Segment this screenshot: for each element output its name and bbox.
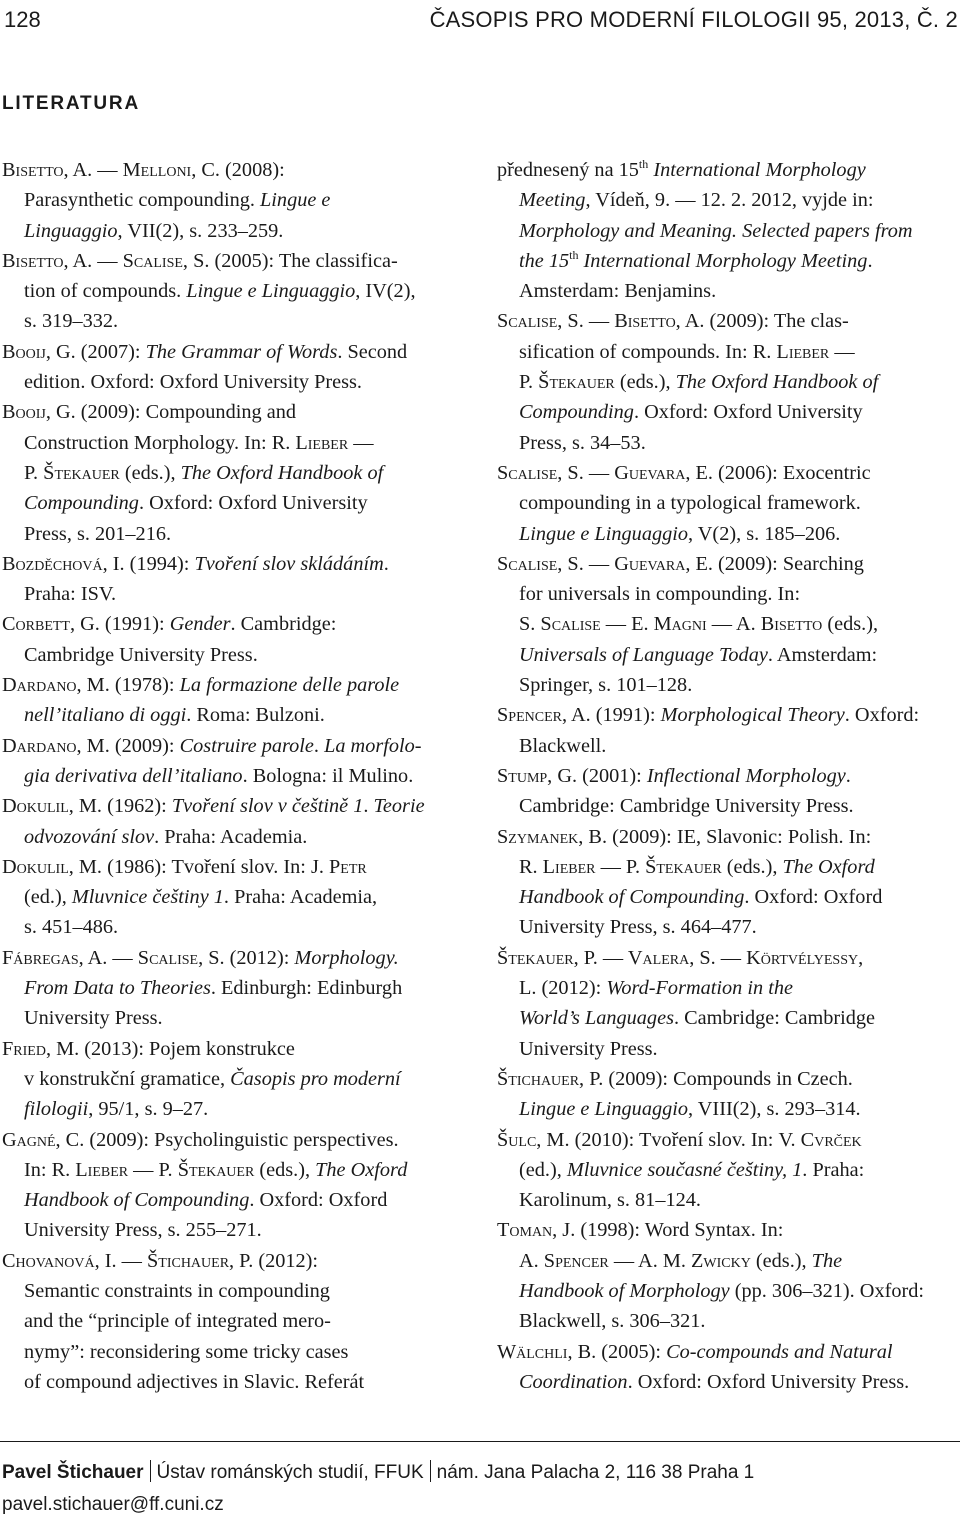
- reference-author: Fried, M.: [2, 1037, 80, 1060]
- reference-text: .: [313, 734, 325, 757]
- reference-entry: [497, 306, 959, 457]
- reference-entry: [2, 549, 474, 610]
- reference-text: . Cambridge: Cambridge University Press.: [24, 613, 337, 666]
- reference-author: Bozděchová, I.: [2, 552, 125, 575]
- reference-title: Teorie odvozování slov: [24, 795, 425, 848]
- reference-text: , VIII(2), s. 293–314.: [688, 1098, 861, 1121]
- reference-entry: [2, 1034, 474, 1125]
- page-number: 128: [4, 7, 41, 32]
- reference-title: La formazione delle parole nell’italiano di oggi: [24, 674, 400, 727]
- reference-text: (2005): The classifica- tion of compounds.: [24, 249, 398, 303]
- reference-text: (ed.),: [24, 886, 67, 909]
- reference-text: (ed.),: [519, 1158, 562, 1181]
- reference-text: . Oxford: Oxford University Press, s. 255–271.: [24, 1189, 388, 1242]
- reference-author: Fábregas, A. — Scalise, S.: [2, 946, 225, 969]
- reference-author: Spencer, A.: [497, 704, 591, 727]
- reference-text: (2009): Compounding and Construction Morphology. In:: [24, 401, 296, 454]
- reference-author: Scalise, S. — Guevara, E.: [497, 461, 713, 484]
- author-email: pavel.stichauer@ff.cuni.cz: [2, 1494, 224, 1515]
- reference-author: Wälchli, B.: [497, 1340, 597, 1363]
- reference-author: A. Spencer — A. M. Zwicky: [519, 1249, 751, 1272]
- reference-author: Šulc, M.: [497, 1128, 570, 1151]
- reference-entry: [2, 246, 474, 337]
- reference-text: (pp. 306–321). Oxford: Blackwell, s. 306–321.: [519, 1279, 925, 1333]
- reference-text: . Oxford: Oxford University Press, s. 34–53.: [519, 401, 863, 454]
- reference-entry: [497, 1337, 959, 1398]
- reference-author: Corbett, G.: [2, 613, 100, 636]
- journal-title: ČASOPIS PRO MODERNÍ FILOLOGII 95, 2013, Č. 2: [429, 7, 958, 32]
- author-name: Pavel Štichauer: [2, 1462, 144, 1483]
- reference-text: (2009):: [109, 734, 180, 757]
- reference-entry: [2, 670, 474, 731]
- section-heading: LITERATURA: [2, 93, 140, 114]
- reference-text: . Edinburgh: Edinburgh University Press.: [24, 977, 403, 1030]
- reference-title: Tvoření slov skládáním: [194, 552, 384, 575]
- reference-author: S. Scalise — E. Magni — A. Bisetto: [519, 613, 823, 636]
- reference-author: R. Lieber — P. Štekauer: [51, 1158, 255, 1181]
- reference-text: (2009): Psycholinguistic perspectives. In:: [24, 1128, 399, 1181]
- reference-title: Mluvnice češtiny 1: [71, 886, 224, 909]
- reference-title: Co-compounds and Natural Coordination: [519, 1340, 893, 1393]
- reference-text: (2009): The clas- sification of compounds. In:: [519, 310, 849, 363]
- reference-text: (eds.),: [254, 1158, 316, 1181]
- reference-text: (2005):: [596, 1340, 667, 1363]
- reference-text: (eds.),: [827, 613, 879, 636]
- reference-text: . Oxford: Oxford University Press, s. 201–216.: [24, 492, 368, 545]
- reference-title: La morfolo- gia derivativa dell’italiano: [24, 734, 422, 787]
- reference-text: (eds.),: [750, 1249, 812, 1272]
- reference-title: The Oxford Handbook of Compounding: [24, 1158, 408, 1212]
- reference-author: Scalise, S. — Bisetto, A.: [497, 310, 705, 333]
- reference-text: , Vídeň, 9. — 12. 2. 2012, vyjde in:: [585, 189, 874, 212]
- reference-text: .: [363, 795, 374, 818]
- reference-title: Inflectional Morphology: [646, 764, 846, 787]
- reference-text: , IV(2), s. 319–332.: [24, 280, 416, 333]
- reference-text: th: [569, 248, 579, 263]
- reference-author: Toman, J.: [497, 1219, 576, 1242]
- references-left-column: [2, 155, 474, 1397]
- reference-text: . Praha: Academia, s. 451–486.: [24, 886, 378, 939]
- author-affiliation: [2, 1457, 958, 1521]
- reference-entry: [2, 1125, 474, 1246]
- separator-bar: [150, 1460, 151, 1482]
- reference-text: . Praha: Karolinum, s. 81–124.: [519, 1158, 865, 1212]
- reference-text: , V(2), s. 185–206.: [688, 522, 841, 545]
- reference-entry: [497, 700, 959, 761]
- reference-text: (2006): Exocentric compounding in a typological framework.: [519, 461, 871, 515]
- reference-title: International Morphology Meeting: [578, 249, 868, 272]
- reference-entry: [2, 337, 474, 398]
- reference-author: V. Cvrček: [778, 1128, 862, 1151]
- reference-author: Štichauer, P.: [497, 1067, 604, 1090]
- reference-text: (2013): Pojem konstrukce v konstrukční gramatice,: [24, 1037, 295, 1090]
- reference-title: International Morphology Meeting: [519, 159, 866, 212]
- reference-text: přednesený na 15: [497, 159, 639, 181]
- reference-title: The Oxford Handbook of Compounding: [24, 461, 384, 515]
- reference-text: . Cambridge: Cambridge University Press.: [519, 1007, 876, 1060]
- reference-author: Chovanová, I. — Štichauer, P.: [2, 1249, 254, 1272]
- reference-entry: [2, 609, 474, 670]
- reference-text: (2012): Semantic constraints in compounding and the “principle of integrated mero- nymy”: reconsidering some tricky cases of compound adjectives in Slavic. Referát: [24, 1249, 365, 1393]
- reference-author: R. Lieber — P. Štekauer: [24, 431, 374, 484]
- reference-entry: [497, 1215, 959, 1336]
- reference-author: Dardano, M.: [2, 734, 110, 757]
- reference-author: Stump, G.: [497, 764, 578, 787]
- reference-text: (2001):: [577, 764, 647, 787]
- reference-text: th: [638, 157, 649, 172]
- reference-author: Dokulil, M.: [2, 795, 102, 818]
- reference-entry: [2, 731, 474, 792]
- reference-title: Gender: [169, 613, 231, 636]
- references-right-column: [497, 155, 959, 1397]
- reference-text: (2012):: [224, 946, 295, 969]
- reference-title: The Handbook of Morphology: [519, 1249, 843, 1302]
- reference-author: Scalise, S. — Guevara, E.: [497, 552, 713, 575]
- reference-title: Lingue e Linguaggio: [186, 280, 356, 303]
- reference-title: Lingue e Linguaggio: [519, 522, 689, 545]
- reference-author: Gagné, C.: [2, 1128, 85, 1151]
- reference-author: R. Lieber — P. Štekauer: [519, 855, 722, 878]
- reference-author: Szymanek, B.: [497, 825, 608, 848]
- reference-text: (2010): Tvoření slov. In:: [569, 1128, 779, 1151]
- reference-text: (2009): Compounds in Czech.: [608, 1067, 853, 1090]
- reference-entry: [2, 397, 474, 548]
- reference-text: , 95/1, s. 9–27.: [88, 1098, 209, 1121]
- reference-text: . Amsterdam: Springer, s. 101–128.: [519, 643, 878, 697]
- reference-entry: [497, 155, 959, 306]
- reference-text: (2008): Parasynthetic compounding.: [24, 159, 285, 212]
- reference-entry: [497, 549, 959, 700]
- reference-entry: [2, 852, 474, 943]
- institute-address: nám. Jana Palacha 2, 116 38 Praha 1: [436, 1462, 755, 1483]
- reference-entry: [497, 1064, 959, 1125]
- reference-title: Universals of Language Today: [519, 643, 768, 666]
- reference-author: Dokulil, M.: [2, 855, 102, 878]
- reference-text: . Bologna: il Mulino.: [242, 764, 414, 787]
- reference-entry: [2, 155, 474, 246]
- reference-author: Štekauer, P. — Valera, S. — Körtvélyessy, L.: [497, 946, 864, 1000]
- reference-title: Costruire parole: [179, 734, 314, 757]
- reference-entry: [2, 1246, 474, 1397]
- reference-text: . Amsterdam: Benjamins.: [519, 249, 873, 303]
- reference-title: Lingue e Linguaggio: [519, 1098, 689, 1121]
- reference-text: (1991):: [590, 704, 661, 727]
- reference-author: Bisetto, A. — Scalise, S.: [2, 249, 210, 272]
- reference-author: R. Lieber — P. Štekauer: [519, 340, 855, 394]
- reference-author: Dardano, M.: [2, 674, 110, 697]
- reference-entry: [497, 822, 959, 943]
- reference-title: Morphology and Meaning. Selected papers from the 15: [519, 219, 913, 272]
- reference-title: Word-Formation in the World’s Languages: [519, 977, 793, 1030]
- reference-title: Morphology. From Data to Theories: [24, 946, 399, 1000]
- reference-text: (2009): Searching for universals in compounding. In:: [519, 552, 864, 606]
- reference-text: . Praha: Academia.: [154, 825, 308, 848]
- reference-text: (eds.),: [119, 461, 181, 484]
- reference-title: The Oxford Handbook of Compounding: [519, 371, 879, 424]
- reference-text: (2009): IE, Slavonic: Polish. In:: [612, 825, 872, 848]
- reference-text: . Second edition. Oxford: Oxford University Press.: [24, 340, 408, 394]
- reference-title: Časopis pro moderní filologii: [24, 1067, 401, 1121]
- reference-text: . Oxford: Oxford University Press, s. 464–477.: [519, 886, 883, 939]
- reference-author: Booij, G.: [2, 401, 76, 424]
- reference-title: The Grammar of Words: [145, 340, 338, 363]
- reference-text: (1994):: [124, 552, 195, 575]
- reference-title: The Oxford Handbook of Compounding: [519, 855, 875, 909]
- institute-name: Ústav románských studií, FFUK: [156, 1462, 424, 1483]
- reference-entry: [497, 458, 959, 549]
- reference-title: Lingue e Linguaggio: [24, 189, 331, 242]
- reference-text: (eds.),: [614, 371, 676, 394]
- reference-title: Tvoření slov v češtině 1: [171, 795, 364, 818]
- reference-text: (1986): Tvoření slov. In:: [102, 855, 311, 878]
- affiliation-line: [2, 1457, 958, 1489]
- reference-text: (2007):: [75, 340, 146, 363]
- footer-divider: [0, 1441, 960, 1442]
- reference-entry: [497, 1125, 959, 1216]
- reference-text: . Cambridge: Cambridge University Press.: [519, 764, 854, 818]
- reference-text: . Oxford: Oxford University Press.: [627, 1370, 910, 1393]
- reference-entry: [2, 943, 474, 1034]
- reference-author: J. Petr: [310, 855, 367, 878]
- running-head: [0, 2, 960, 38]
- reference-text: (1998): Word Syntax. In:: [580, 1219, 784, 1242]
- reference-text: , VII(2), s. 233–259.: [117, 219, 284, 242]
- reference-text: . Oxford: Blackwell.: [519, 704, 920, 757]
- reference-entry: [497, 761, 959, 822]
- reference-text: . Praha: ISV.: [24, 552, 389, 606]
- reference-title: Mluvnice současné češtiny, 1: [566, 1158, 803, 1181]
- reference-entry: [2, 791, 474, 852]
- reference-text: (1991):: [99, 613, 170, 636]
- reference-text: (2012):: [536, 977, 607, 1000]
- reference-text: (1978):: [109, 674, 180, 697]
- reference-text: (1962):: [102, 795, 172, 818]
- reference-text: (eds.),: [721, 855, 783, 878]
- reference-author: Bisetto, A. — Melloni, C.: [2, 159, 220, 181]
- reference-text: . Roma: Bulzoni.: [186, 704, 325, 727]
- reference-title: Morphological Theory: [660, 704, 845, 727]
- reference-author: Booij, G.: [2, 340, 76, 363]
- separator-bar: [430, 1460, 431, 1482]
- reference-entry: [497, 943, 959, 1064]
